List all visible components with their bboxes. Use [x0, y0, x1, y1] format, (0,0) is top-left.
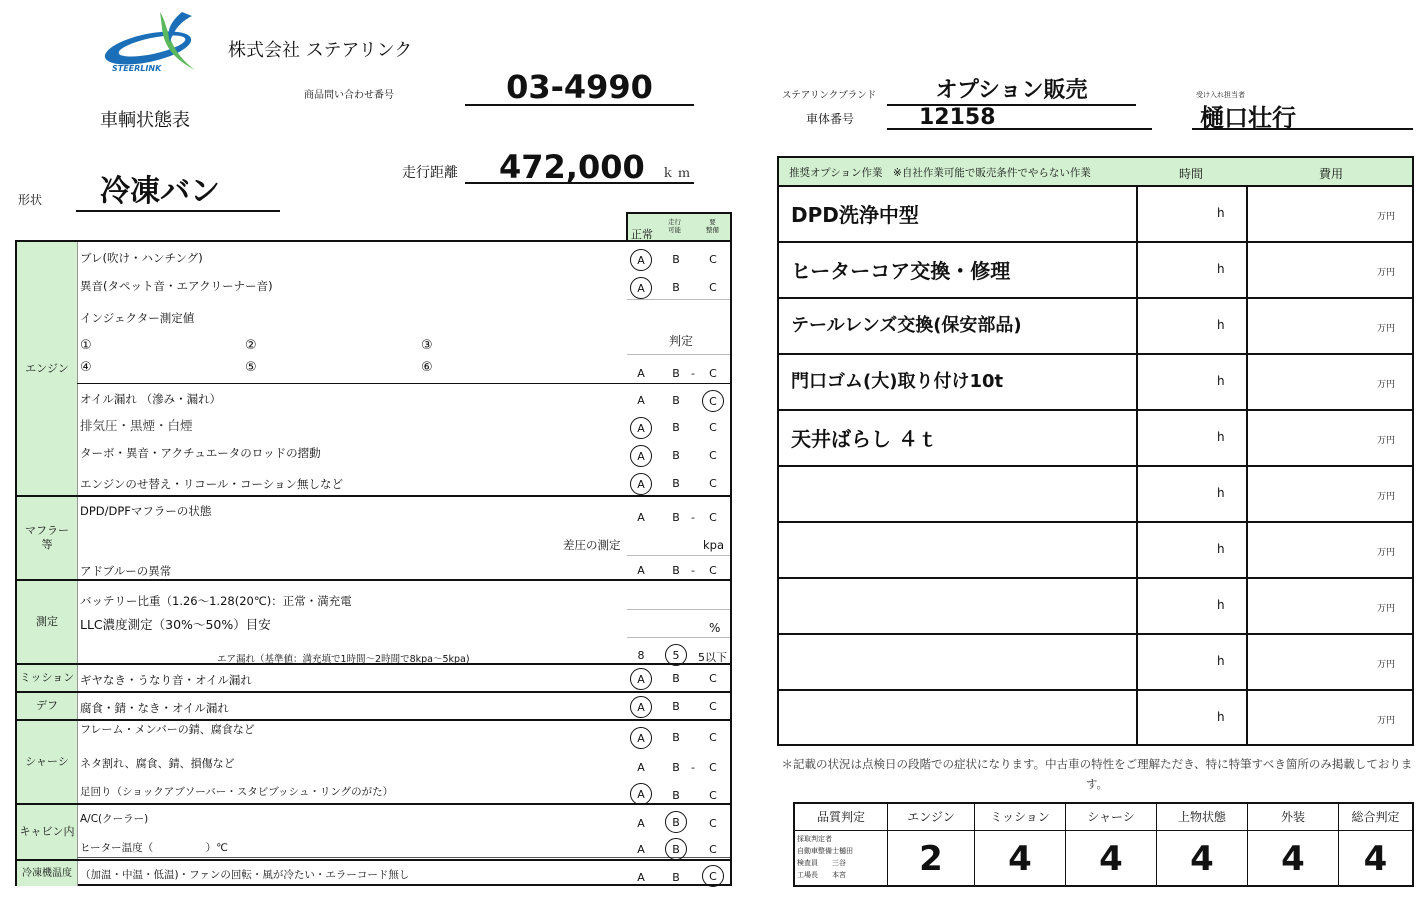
grade-label: 品質判定: [795, 804, 887, 831]
option-work: DPD洗浄中型: [791, 203, 919, 227]
row-label: インジェクター測定値: [80, 311, 195, 325]
option-work: ヒーターコア交換・修理: [791, 259, 1011, 283]
grade-b: B: [672, 871, 680, 884]
grade-dash: -: [691, 511, 695, 524]
option-row: [779, 411, 1412, 467]
grade-b: B: [672, 511, 680, 524]
option-row: [779, 635, 1412, 691]
hantei-label: 判定: [669, 334, 694, 348]
grade-b: B: [672, 761, 680, 774]
option-row: [779, 579, 1412, 635]
option-hours-unit: h: [1217, 654, 1225, 668]
row-label: オイル漏れ （滲み・漏れ）: [80, 392, 222, 406]
company-logo: [100, 8, 210, 76]
grade-a: A: [637, 817, 645, 830]
table-row: [17, 363, 730, 391]
section-label-measure: 測定: [17, 581, 78, 663]
air-leak-label: エア漏れ（基準値：満充填で1時間～2時間で8kpa～5kpa): [217, 654, 470, 665]
option-hours-unit: h: [1217, 206, 1225, 220]
grade-c: C: [709, 367, 717, 380]
option-row: [779, 467, 1412, 523]
disclaimer-note: ＊記載の状況は点検日の段階での症状になります。中古車の特性をご理解ただき、特に特筆すべき箇所のみ掲載しております。: [781, 757, 1413, 791]
row-label: アドブルーの異常: [80, 564, 172, 578]
row-label: 腐食・錆・なき・オイル漏れ: [80, 701, 229, 715]
row-label: エンジンのせ替え・リコール・コーション無しなど: [80, 477, 344, 491]
row-label: フレーム・メンバーの錆、腐食など: [80, 723, 255, 736]
grade-a: A: [637, 871, 645, 884]
row-label: DPD/DPFマフラーの状態: [80, 504, 212, 518]
row-label: ギヤなき・うなり音・オイル漏れ: [80, 673, 252, 687]
grade-a: A: [630, 473, 652, 495]
section-chassis: [17, 719, 730, 803]
grade-a: A: [630, 277, 652, 299]
grade-b: B: [672, 253, 680, 266]
approvers: [797, 833, 853, 881]
option-row: [779, 299, 1412, 355]
grade-c: C: [709, 843, 717, 856]
grade-b: B: [672, 672, 680, 685]
grade-a: A: [637, 843, 645, 856]
need-header: 要 整備: [706, 218, 719, 234]
table-row: [17, 310, 730, 338]
divider: [627, 299, 730, 300]
grade-c: C: [709, 253, 717, 266]
row-label: （加温・中温・低温)・ファンの回転・風が冷たい・エラーコード無し: [80, 869, 410, 881]
grade-c: C: [709, 281, 717, 294]
grade-a: A: [630, 417, 652, 439]
option-cost-unit: 万円: [1377, 212, 1396, 222]
grade-a: A: [630, 727, 652, 749]
mileage-unit: ｋｍ: [662, 166, 695, 180]
section-label-cabin: キャビン内: [17, 805, 78, 859]
option-cost-unit: 万円: [1377, 604, 1396, 614]
normal-header: 正常: [631, 228, 653, 241]
grade-b: B: [672, 789, 680, 802]
section-label-muffler: マフラー 等: [17, 497, 78, 579]
option-cost-unit: 万円: [1377, 268, 1396, 278]
pressure-label: 差圧の測定: [563, 538, 621, 552]
chassis-value: 12158: [887, 104, 1152, 130]
row-label: 異音(タペット音・エアクリーナー音): [80, 279, 273, 293]
row-label: ブレ(吹け・ハンチング): [80, 251, 203, 265]
quality-grade-table: [793, 802, 1414, 887]
table-row: [17, 391, 730, 419]
grade-a: A: [630, 783, 652, 805]
grade-val-overall: 4: [1363, 839, 1388, 879]
option-hours-unit: h: [1217, 262, 1225, 276]
section-muffler: [17, 495, 730, 579]
divider: [627, 354, 730, 355]
option-hours-unit: h: [1217, 542, 1225, 556]
options-header-work: 推奨オプション作業 ※自社作業可能で販売条件でやらない作業: [789, 167, 1091, 179]
grade-c: C: [709, 700, 717, 713]
grade-dash: -: [691, 761, 695, 774]
grade-c: C: [709, 449, 717, 462]
inquiry-label: 商品問い合わせ番号: [304, 90, 394, 101]
grade-b: B: [672, 700, 680, 713]
air-leak-5: 5: [665, 644, 687, 666]
grade-c: C: [709, 672, 717, 685]
table-row: [17, 250, 730, 278]
approver-line: 採取判定者: [797, 835, 832, 843]
section-cabin: [17, 803, 730, 859]
grade-col-body: 上物状態: [1157, 804, 1247, 831]
grade-b: B: [672, 367, 680, 380]
approver-line: 工場長 本宮: [797, 871, 846, 879]
grade-b: B: [672, 394, 680, 407]
approver-line: 検査員 三谷: [797, 859, 846, 867]
options-header: [779, 158, 1412, 187]
grade-val-body: 4: [1190, 839, 1214, 879]
grade-b: B: [672, 564, 680, 577]
grade-b: B: [665, 811, 687, 833]
llc-unit: %: [709, 621, 721, 635]
grade-a: A: [637, 761, 645, 774]
shape-value: 冷凍バン: [76, 172, 280, 212]
injector-5: ⑤: [245, 360, 257, 375]
divider: [627, 609, 730, 610]
option-cost-unit: 万円: [1377, 380, 1396, 390]
section-label-chassis: シャーシ: [17, 721, 78, 803]
grade-column-header: [626, 212, 732, 240]
grade-val-engine: 2: [919, 839, 943, 879]
grade-b: B: [665, 838, 687, 860]
section-label-reefer: 冷凍機温度: [17, 861, 78, 886]
pressure-unit: kpa: [703, 538, 725, 552]
grade-b: B: [672, 449, 680, 462]
grade-b: B: [672, 421, 680, 434]
options-header-cost: 費用: [1319, 167, 1344, 181]
approver-line: 自動車整備士樋田: [797, 847, 853, 855]
air-leak-8: 8: [637, 649, 645, 662]
battery-label: バッテリー比重（1.26～1.28(20℃)：正常・満充電: [80, 594, 352, 608]
row-label: 足回り（ショックアブソーバー・スタビブッシュ・リングのがた）: [80, 786, 394, 798]
grade-a: A: [630, 249, 652, 271]
grade-c: C: [702, 865, 724, 887]
grade-c: C: [709, 477, 717, 490]
option-cost-unit: 万円: [1377, 492, 1396, 502]
grade-a: A: [637, 564, 645, 577]
grade-dash: -: [691, 564, 695, 577]
option-hours-unit: h: [1217, 598, 1225, 612]
option-hours-unit: h: [1217, 318, 1225, 332]
grade-a: A: [637, 511, 645, 524]
row-label: ネタ割れ、腐食、錆、損傷など: [80, 757, 235, 770]
option-cost-unit: 万円: [1377, 660, 1396, 670]
grade-b: B: [672, 731, 680, 744]
grade-col-mission: ミッション: [975, 804, 1065, 831]
brand-value: オプション販売: [887, 76, 1136, 106]
injector-2: ②: [245, 338, 257, 353]
option-work: 門口ゴム(大)取り付け10t: [791, 371, 1004, 392]
grade-c: C: [709, 731, 717, 744]
grade-val-exterior: 4: [1281, 839, 1305, 879]
grade-a: A: [630, 696, 652, 718]
grade-val-mission: 4: [1008, 839, 1032, 879]
brand-label: ステアリンクブランド: [782, 90, 877, 101]
grade-a: A: [630, 445, 652, 467]
option-cost-unit: 万円: [1377, 548, 1396, 558]
option-row: [779, 523, 1412, 579]
ok-header: 走行 可能: [668, 218, 681, 234]
grade-c: C: [709, 789, 717, 802]
option-row: [779, 187, 1412, 243]
staff-value: 樋口壮行: [1192, 102, 1413, 130]
injector-6: ⑥: [421, 360, 433, 375]
option-hours-unit: h: [1217, 430, 1225, 444]
table-row: [17, 503, 730, 531]
grade-c: C: [709, 421, 717, 434]
grade-c: C: [709, 761, 717, 774]
chassis-label: 車体番号: [806, 112, 855, 126]
section-label-diff: デフ: [17, 693, 78, 719]
injector-3: ③: [421, 338, 433, 353]
grade-val-chassis: 4: [1099, 839, 1123, 879]
option-row: [779, 355, 1412, 411]
option-cost-unit: 万円: [1377, 716, 1396, 726]
grade-a: A: [630, 668, 652, 690]
mileage-label: 走行距離: [402, 165, 458, 181]
table-row: [17, 445, 730, 473]
llc-label: LLC濃度測定（30%～50%）目安: [80, 617, 271, 632]
staff-label: 受け入れ担当者: [1196, 91, 1245, 99]
option-hours-unit: h: [1217, 710, 1225, 724]
grade-c: C: [702, 390, 724, 412]
option-row: [779, 691, 1412, 747]
shape-label: 形状: [18, 193, 43, 207]
option-cost-unit: 万円: [1377, 324, 1396, 334]
sheet-title: 車輌状態表: [100, 110, 190, 131]
section-measure: [17, 579, 730, 663]
grade-a: A: [637, 367, 645, 380]
row-label: ターボ・異音・アクチュエータのロッドの摺動: [80, 446, 321, 460]
section-engine: [17, 242, 730, 495]
logo-text: STEERLINK: [112, 64, 162, 73]
section-reefer: [17, 859, 730, 886]
option-hours-unit: h: [1217, 486, 1225, 500]
row-label: A/C(クーラー): [80, 813, 149, 825]
grade-c: C: [709, 817, 717, 830]
air-leak-below5: 5以下: [698, 651, 727, 664]
option-work: 天井ばらし ４ｔ: [791, 427, 938, 451]
mileage-value: 472,000: [465, 148, 694, 184]
section-mission: [17, 663, 730, 691]
grade-b: B: [672, 281, 680, 294]
options-table: [777, 156, 1414, 746]
grade-col-chassis: シャーシ: [1066, 804, 1156, 831]
grade-col-overall: 総合判定: [1339, 804, 1412, 831]
divider: [627, 637, 730, 638]
options-header-time: 時間: [1179, 167, 1204, 181]
inspection-table: [15, 240, 732, 886]
option-cost-unit: 万円: [1377, 436, 1396, 446]
row-label: ヒーター温度（ ）℃: [80, 842, 228, 854]
grade-c: C: [709, 564, 717, 577]
option-hours-unit: h: [1217, 374, 1225, 388]
injector-1: ①: [80, 338, 92, 353]
divider: [627, 555, 730, 556]
grade-dash: -: [691, 367, 695, 380]
option-row: [779, 243, 1412, 299]
divider: [77, 383, 730, 384]
section-label-engine: エンジン: [17, 242, 78, 495]
grade-a: A: [637, 394, 645, 407]
table-row: [17, 278, 730, 306]
option-work: テールレンズ交換(保安部品): [791, 315, 1022, 336]
company-name: 株式会社 ステアリンク: [228, 40, 413, 61]
section-label-mission: ミッション: [17, 665, 78, 691]
grade-col-exterior: 外装: [1248, 804, 1338, 831]
inquiry-number: 03-4990: [465, 68, 694, 106]
row-label: 排気圧・黒煙・白煙: [80, 418, 193, 433]
grade-b: B: [672, 477, 680, 490]
section-diff: [17, 691, 730, 719]
grade-c: C: [709, 511, 717, 524]
table-row: [17, 416, 730, 444]
grade-col-engine: エンジン: [888, 804, 974, 831]
injector-4: ④: [80, 360, 92, 375]
